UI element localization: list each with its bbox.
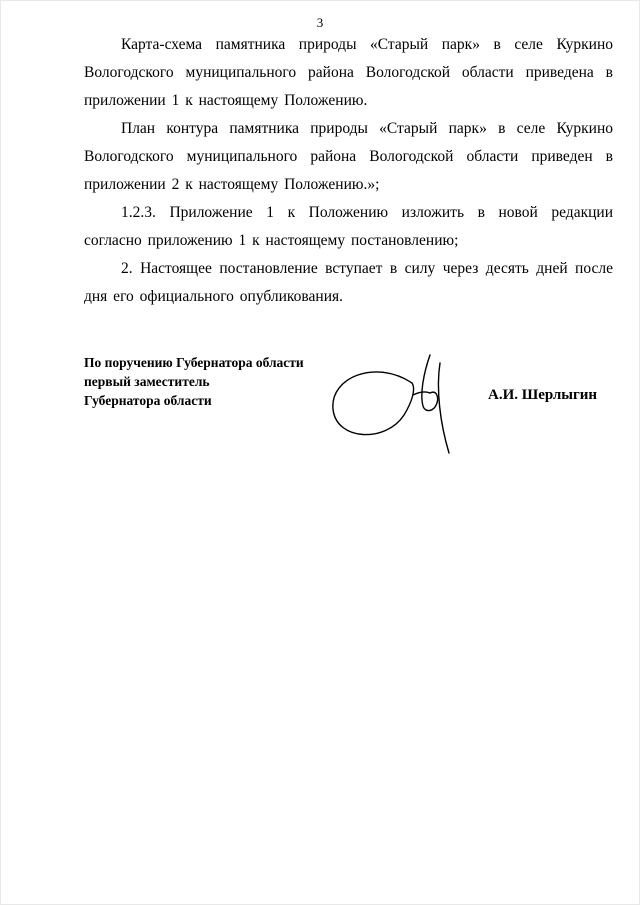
- signer-position-line: Губернатора области: [84, 393, 212, 408]
- handwritten-signature-icon: [316, 351, 476, 471]
- paragraph: План контура памятника природы «Старый парк» в селе Куркино Вологодского муниципального района Вологодской области приведен в приложении 2 к настоящему Положению.»;: [84, 120, 613, 193]
- signer-position-line: По поручению Губернатора области: [84, 355, 304, 370]
- paragraph: 1.2.3. Приложение 1 к Положению изложить в новой редакции согласно приложению 1 к настоящему постановлению;: [84, 204, 613, 249]
- document-body: [84, 31, 613, 311]
- paragraph: Карта-схема памятника природы «Старый парк» в селе Куркино Вологодского муниципального района Вологодской области приведена в приложении 1 к настоящему Положению.: [84, 36, 613, 109]
- signer-position: [84, 353, 304, 410]
- signature-block: [1, 351, 640, 481]
- signer-position-line: первый заместитель: [84, 374, 210, 389]
- paragraph: 2. Настоящее постановление вступает в силу через десять дней после дня его официального опубликования.: [84, 260, 613, 305]
- page-number: 3: [316, 15, 324, 30]
- signer-name: А.И. Шерлыгин: [488, 387, 598, 403]
